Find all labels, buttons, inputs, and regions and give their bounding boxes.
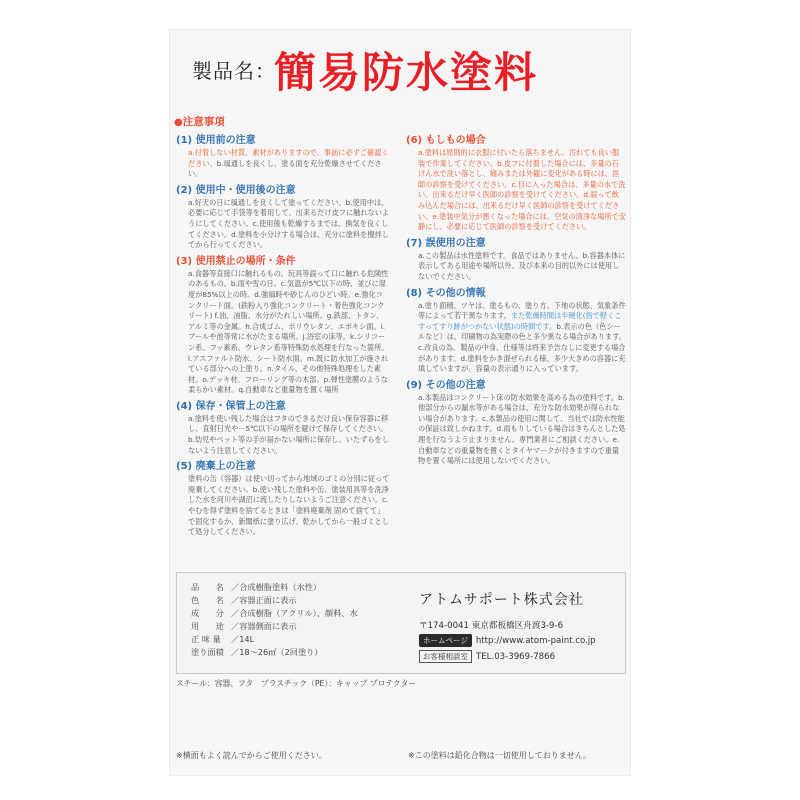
- caution-section: [176, 255, 390, 396]
- spec-key: 色 名: [191, 595, 224, 605]
- caution-section: [176, 460, 390, 538]
- maker-info: [419, 589, 619, 663]
- section-text: d.塗料を小分けする場合は、充分に塗料を攪拌してから行ってください。: [188, 229, 389, 250]
- spec-value: ／18～26㎡（2回塗り）: [231, 647, 323, 657]
- section-heading: (7) 誤使用の注意: [406, 237, 486, 249]
- spec-key: 成 分: [191, 608, 224, 618]
- title-row: [170, 38, 630, 118]
- footer-note-left: ※横面もよく読んでからご使用ください。: [176, 751, 327, 760]
- section-text: 塗料の缶（容器）は使い切ってから地域のゴミの分別に従って廃棄してください。b.使い残した塗料や缶、塗装用具等を洗浄した水を河川や湖沼に流したりしないようご注意ください。c.やむを得ず塗料を捨てるときは「塗料廃棄剤 固めて捨てて」で固化するか、新聞紙に塗り広げ、乾かしてから一般ゴミとして処分してください。: [188, 474, 390, 537]
- section-heading: (3) 使用禁止の場所・条件: [176, 255, 296, 267]
- caution-section: [406, 379, 626, 467]
- section-text: a.この製品は水性塗料です。食品ではありません。b.容器本体に表示してある用途や場所以外、及び本来の目的以外には使用しないでください。: [418, 250, 626, 281]
- section-body: [418, 251, 626, 283]
- caution-section: [176, 134, 390, 180]
- spec-key: 用 途: [191, 621, 224, 631]
- spec-row: [191, 633, 391, 646]
- section-text: a.食器等直接口に触れるもの、玩具等誤って口に触れる危険性のあるもの。b.雨や雪の日。c.気温が5℃以下の時、並びに湿度が85%以上の時。d.強風時や砂じんのひどい時。e.強化コンクリート面。(鉄粉入り強化コンクリート・着色強化コンクリート) f.油、油脂、水分がたれしい場所。g.鉄部、トタン、アルミ等の金属。h.合成ゴム、ポリウレタン、エポキシ面。i.プールや池等常に水がたまる場所。j.浴室の床等。k.シリコーン系、フッ素系、ウレタン系等特殊防水処理を行なった箇所。l.アスファルト防水、シート防水面。m.既に防水加工が施されている部分への上塗り。n.タイル、その他特殊処理をした素材。o.デッキ材、フローリング等の木部。p.弾性塗膜のような柔らかい素材。q.自動車など重量物を置く場所: [188, 268, 389, 395]
- section-body: [188, 414, 390, 456]
- section-body: [418, 148, 626, 233]
- section-text: a.好天の日に風通しを良くして塗ってください。: [188, 197, 346, 207]
- product-label: [170, 30, 630, 775]
- caution-section: [176, 400, 390, 456]
- homepage-url[interactable]: http://www.atom-paint.co.jp: [475, 636, 596, 646]
- caution-section: [176, 184, 390, 251]
- section-heading: (4) 保存・保管上の注意: [176, 400, 286, 412]
- spec-key: 品 名: [191, 582, 224, 592]
- section-body: [188, 198, 390, 251]
- section-text: a.本製品はコンクリート床の防水効果を高める為の塗料です。b.他部分からの漏水等がある場合は、充分な防水効果が得られない場合があります。c.本製品の使用に関して、当社では防水性能の保証は致しかねます。d.雨もりしている場合はきちんとした処理を行なうよう止まりません。専門業者にご相談ください。e.自動車などの重量物を置くとタイヤマークが付きますので重量物を置く場所には使用しないでください。: [418, 392, 626, 466]
- spec-value: ／合成樹脂塗料（水性）: [231, 582, 322, 592]
- spec-key: 正 味 量: [191, 634, 221, 644]
- section-heading: (5) 廃棄上の注意: [176, 461, 256, 473]
- spec-list: [191, 581, 391, 659]
- phone-number: TEL.03-3969-7866: [476, 652, 556, 662]
- product-name: 簡易防水塗料: [274, 48, 539, 97]
- right-column: [406, 130, 626, 467]
- product-info-box: [176, 572, 626, 674]
- section-text: b.使用中は、必要に応じて手袋等を着用して、出来るだけ皮フに触れないようにしてください。: [188, 197, 390, 228]
- section-heading: (2) 使用中・使用後の注意: [176, 184, 296, 196]
- homepage-badge: ホームページ: [419, 634, 472, 647]
- consult-label: お客様相談室: [419, 650, 472, 663]
- section-text: a.塗り面積、ツヤは、塗るもの、塗り方、下地の状態、気象条件等によって若干異なります。: [418, 300, 626, 321]
- spec-row: [191, 620, 391, 633]
- spec-value: ／容器側面に表示: [231, 621, 297, 631]
- caution-section: [406, 134, 626, 233]
- section-text: b.風通しを良くし、塗る面を充分乾燥させてください。: [188, 158, 382, 179]
- spec-row: [191, 646, 391, 659]
- section-text: a.塗料を使い残した場合はフタのできるだけ良い保存容器に移し、直射日光や－5℃以下の場所を避けて保存してください。b.幼児やペット等の手が届かない場所に保存し、いたずらをしないよう注意してください。: [188, 413, 389, 455]
- section-text: b.表示の色（色シールなど）は、印刷物の為実際の色と多少異なる場合があります。c.改良の為、製品の中身、仕様等は将来予告なしに変更する場合があります。d.塗料をかき混ぜられる様、多少大きめの容器に充填していますが、容量の表示通りに入っています。: [418, 321, 626, 374]
- spec-value: ／合成樹脂（アクリル）、顔料、水: [231, 608, 358, 618]
- spec-key: 塗り面積: [191, 647, 224, 657]
- product-name-prefix: 製品名：: [192, 59, 276, 83]
- section-heading: (6) もしもの場合: [406, 135, 486, 146]
- material-note: スチール：容器、フタ プラスチック（PE）：キャップ プロテクター: [176, 679, 417, 688]
- homepage-row: [419, 634, 619, 647]
- section-text: a.塗料は原則的に衣服に付いたら落ちません。汚れても良い服装で作業してください。b.皮フに付着した場合には、多量の石けん水で洗い落とし、痛みまたは外観に変化がある時には、医師の診察を受けてください。c.目に入った場合は、多量の水で洗い、出来るだけ早く医師の診察を受けてください。d.誤って飲み込んだ場合には、出来るだけ早く医師の診察を受けてください。e.塗装中気分が悪くなった場合には、空気の清浄な場所で安静にし、必要に応じて医師の診察を受けてください。: [418, 148, 626, 232]
- spec-value: ／14L: [231, 634, 255, 644]
- bullet-icon: ●: [174, 117, 183, 128]
- section-heading: (9) その他の注意: [406, 379, 486, 391]
- caution-section: [406, 287, 626, 375]
- caution-heading: [174, 114, 225, 129]
- section-body: [188, 148, 390, 180]
- section-body: [188, 474, 390, 538]
- section-text: a.付着しない材質、素材がありますので、事前に必ずご確認ください。: [188, 148, 389, 168]
- section-text: また乾燥時間は半硬化(指で軽くこすってすり跡がつかない状態)の時間です。: [418, 311, 622, 331]
- spec-value: ／容器正面に表示: [231, 595, 297, 605]
- section-heading: (1) 使用前の注意: [176, 135, 256, 146]
- footer-note-right: ※この塗料は鉛化合物は一切使用しておりません。: [408, 751, 592, 760]
- spec-row: [191, 581, 391, 594]
- section-heading: (8) その他の情報: [406, 287, 486, 299]
- section-text: c.使用後も乾燥するまでは、換気を良くしてください。: [188, 218, 389, 239]
- spec-row: [191, 594, 391, 607]
- caution-section: [406, 237, 626, 283]
- section-body: [188, 269, 390, 396]
- consult-row: [419, 650, 619, 663]
- section-body: [418, 393, 626, 467]
- company-address: 〒174-0041 東京都板橋区舟渡3-9-6: [419, 621, 564, 631]
- spec-row: [191, 607, 391, 620]
- company-name: アトムサポート株式会社: [419, 592, 584, 608]
- caution-heading-text: 注意事項: [182, 116, 225, 128]
- left-column: [176, 130, 390, 538]
- section-body: [418, 301, 626, 375]
